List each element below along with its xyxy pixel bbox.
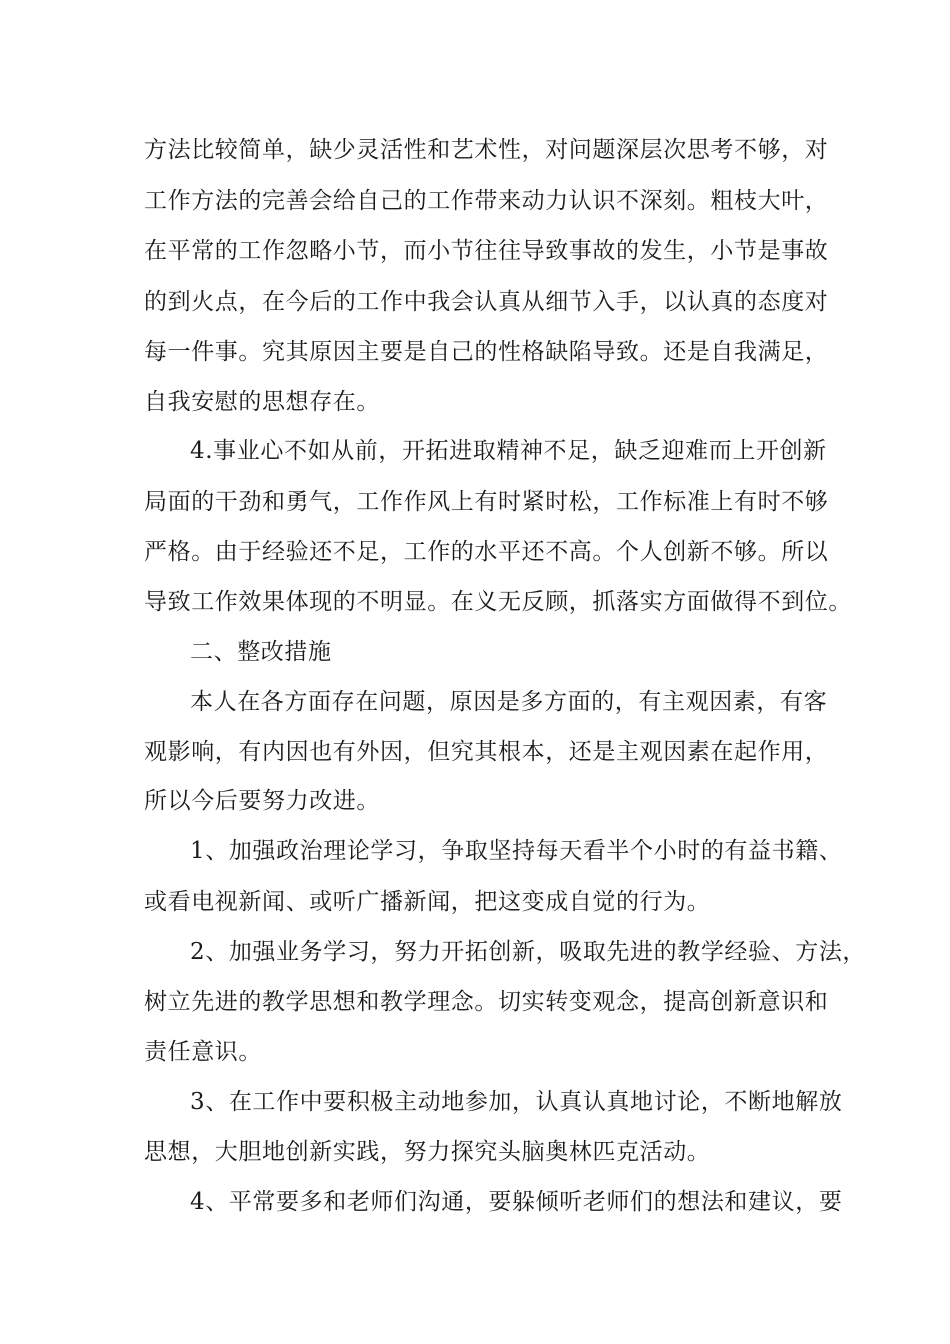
paragraph-line: 自我安慰的思想存在。 <box>144 389 380 415</box>
list-item-line: 责任意识。 <box>144 1039 262 1065</box>
list-item-line: 或看电视新闻、或听广播新闻，把这变成自觉的行为。 <box>144 889 711 915</box>
section-heading: 二、整改措施 <box>190 639 332 665</box>
paragraph-line: 4.事业心不如从前，开拓进取精神不足，缺乏迎难而上开创新 <box>190 438 827 464</box>
paragraph-line: 每一件事。究其原因主要是自己的性格缺陷导致。还是自我满足， <box>144 339 829 365</box>
list-item-line: 思想，大胆地创新实践，努力探究头脑奥林匹克活动。 <box>144 1139 711 1165</box>
paragraph-line: 严格。由于经验还不足，工作的水平还不高。个人创新不够。所以 <box>144 539 829 565</box>
paragraph-line: 方法比较简单，缺少灵活性和艺术性，对问题深层次思考不够，对 <box>144 137 829 163</box>
list-item-line: 3、在工作中要积极主动地参加，认真认真地讨论，不断地解放 <box>190 1089 843 1115</box>
paragraph-line: 所以今后要努力改进。 <box>144 788 380 814</box>
paragraph-line: 的到火点，在今后的工作中我会认真从细节入手，以认真的态度对 <box>144 289 829 315</box>
list-item-line: 4、平常要多和老师们沟通，要躲倾听老师们的想法和建议，要 <box>190 1189 843 1215</box>
list-item-line: 1、加强政治理论学习，争取坚持每天看半个小时的有益书籍、 <box>190 838 843 864</box>
paragraph-line: 本人在各方面存在问题，原因是多方面的，有主观因素，有客 <box>190 689 828 715</box>
list-item-line: 树立先进的教学思想和教学理念。切实转变观念，提高创新意识和 <box>144 989 829 1015</box>
paragraph-line: 观影响，有内因也有外因，但究其根本，还是主观因素在起作用， <box>144 739 829 765</box>
paragraph-line: 工作方法的完善会给自己的工作带来动力认识不深刻。粗枝大叶， <box>144 188 829 214</box>
paragraph-line: 局面的干劲和勇气，工作作风上有时紧时松，工作标准上有时不够 <box>144 489 829 515</box>
paragraph-line: 导致工作效果体现的不明显。在义无反顾，抓落实方面做得不到位。 <box>144 589 852 615</box>
list-item-line: 2、加强业务学习，努力开拓创新，吸取先进的教学经验、方法， <box>190 939 867 965</box>
paragraph-line: 在平常的工作忽略小节，而小节往往导致事故的发生，小节是事故 <box>144 238 829 264</box>
